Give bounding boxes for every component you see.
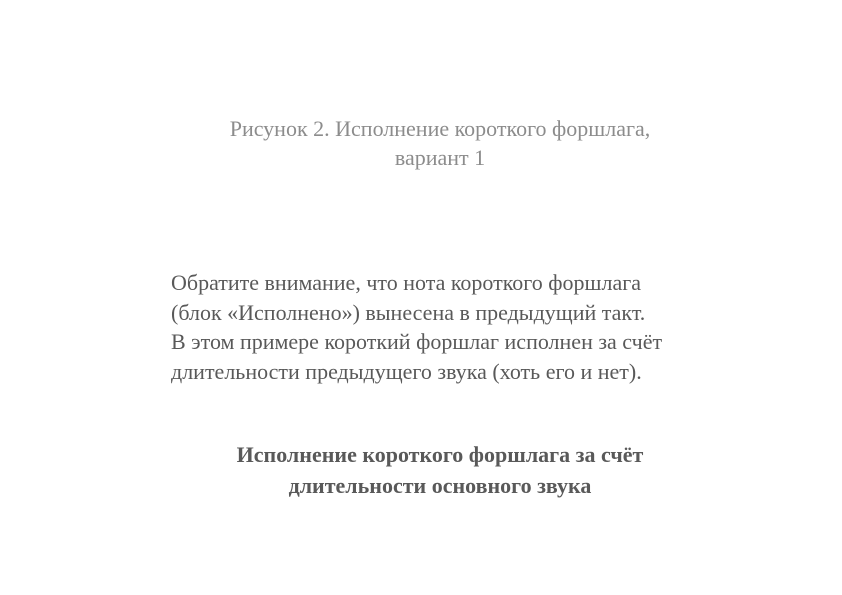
figure-caption-line-2: вариант 1 xyxy=(394,145,486,170)
paragraph-line-1: Обратите внимание, что нота короткого форшлага xyxy=(171,270,642,295)
paragraph-line-2: (блок «Исполнено») вынесена в предыдущий такт. xyxy=(171,299,646,325)
figure-caption-line-1: Рисунок 2. Исполнение короткого форшлага, xyxy=(229,116,651,141)
section-heading-line-2: длительности основного звука xyxy=(288,473,592,498)
paragraph-line-3: В этом примере короткий форшлаг исполнен за счёт xyxy=(171,329,663,354)
section-heading-line-1: Исполнение короткого форшлага за счёт xyxy=(236,442,644,467)
explanation-paragraph xyxy=(171,268,771,386)
figure-caption xyxy=(140,114,740,172)
paragraph-line-4: длительности предыдущего звука (хоть его и нет). xyxy=(171,358,642,384)
section-heading xyxy=(140,439,740,501)
